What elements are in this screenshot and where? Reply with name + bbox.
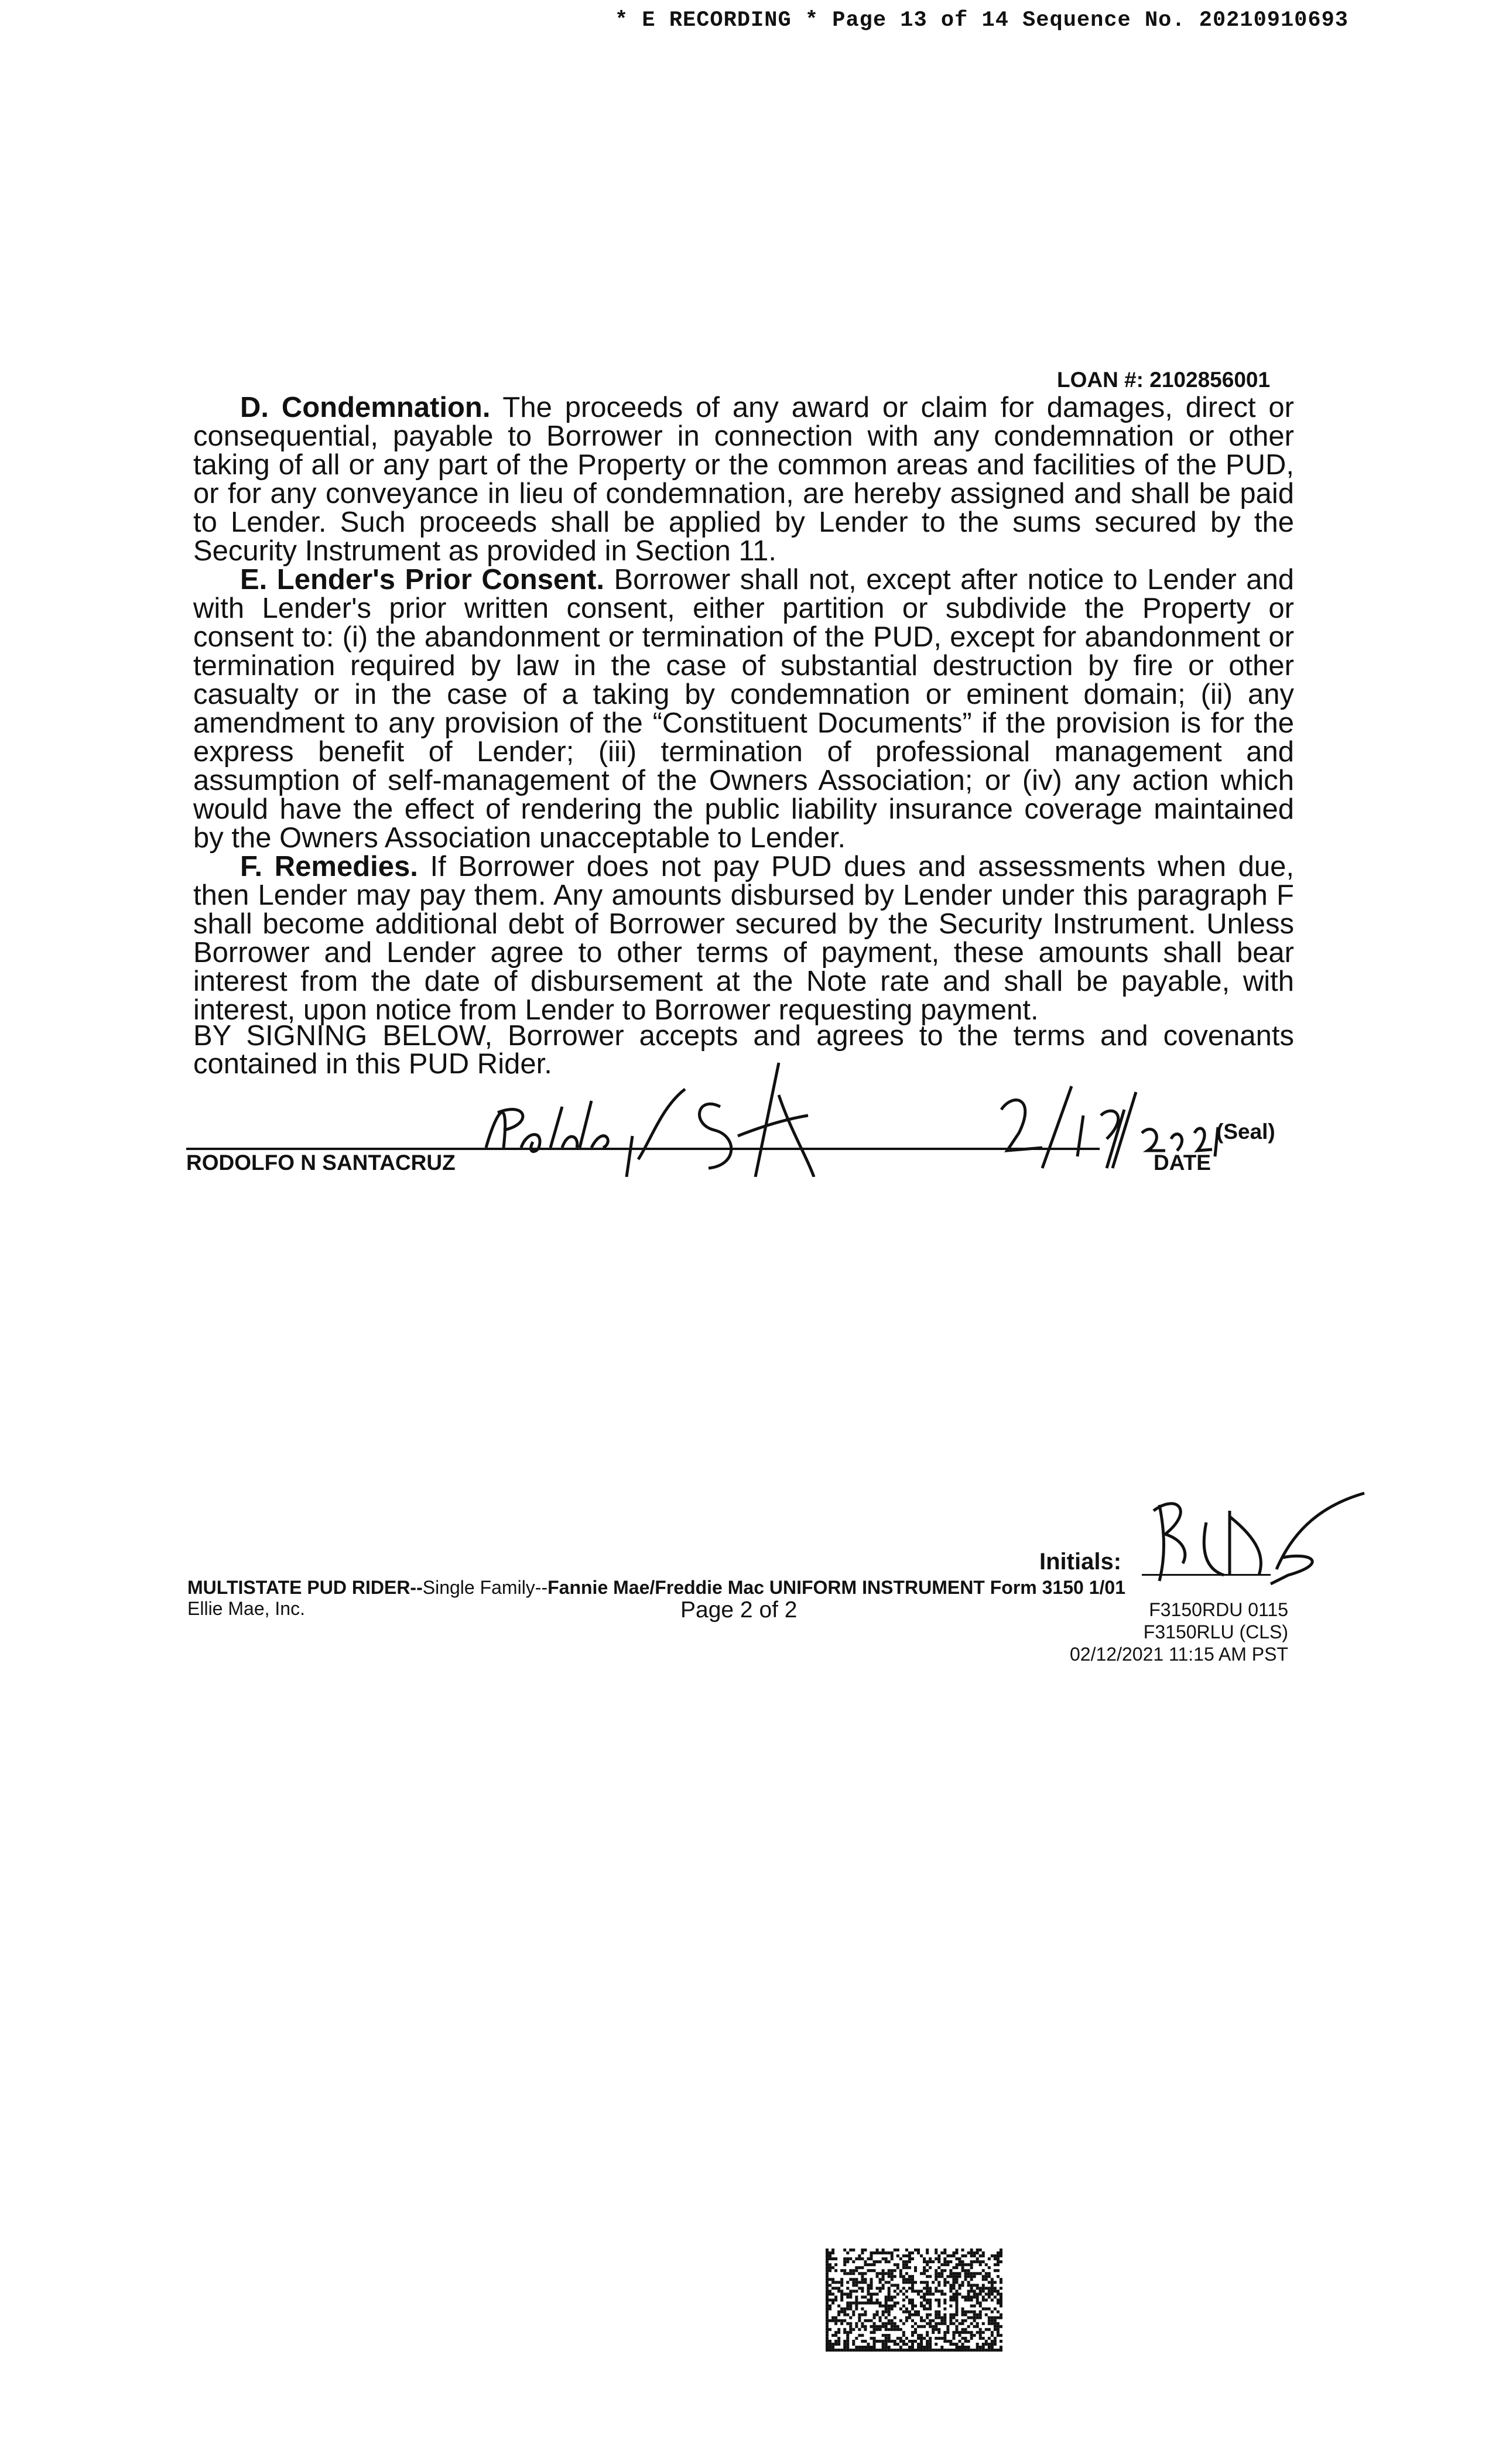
section-heading: F. Remedies. — [240, 851, 418, 882]
form-title-rest: Fannie Mae/Freddie Mac UNIFORM INSTRUMENT Form 3150 1/01 — [547, 1577, 1125, 1598]
form-title-mid: Single Family-- — [422, 1577, 548, 1598]
form-codes — [1048, 1599, 1288, 1665]
recording-header: * E RECORDING * Page 13 of 14 Sequence No. 20210910693 — [615, 8, 1349, 33]
initials-label: Initials: — [1039, 1549, 1122, 1575]
form-title — [187, 1577, 1125, 1599]
timestamp: 02/12/2021 11:15 AM PST — [1070, 1644, 1288, 1665]
barcode-image — [826, 2249, 1002, 2352]
signer-name: RODOLFO N SANTACRUZ — [186, 1151, 456, 1175]
loan-number-line — [1057, 368, 1270, 392]
form-code: F3150RDU 0115 — [1149, 1599, 1288, 1620]
section-condemnation — [193, 393, 1294, 566]
handwritten-initials — [1142, 1487, 1376, 1587]
vendor-name: Ellie Mae, Inc. — [187, 1598, 305, 1619]
form-code: F3150RLU (CLS) — [1143, 1621, 1288, 1642]
seal-label: (Seal) — [1216, 1120, 1275, 1144]
signing-statement: BY SIGNING BELOW, Borrower accepts and agrees to the terms and covenants contained in this PUD Rider. — [193, 1020, 1294, 1080]
section-text: If Borrower does not pay PUD dues and assessments when due, then Lender may pay them. Any amounts disbursed by Lender under this paragraph F shall become additional debt of Borrower secured by the Security Instrument. Unless Borrower and Lender agree to other terms of payment, these amounts shall bear interest from the date of disbursement at the Note rate and shall be payable, with interest, upon notice from Lender to Borrower requesting payment. — [193, 851, 1294, 1026]
form-title-bold: MULTISTATE PUD RIDER-- — [187, 1577, 423, 1598]
initials-line — [1142, 1574, 1271, 1576]
section-text: Borrower shall not, except after notice to Lender and with Lender's prior written consent, either partition or subdivide the Property or consent to: (i) the abandonment or termination of the PUD, except for abandonment or termination required by law in the case of substantial destruction by fire or other casualty or in the case of a taking by condemnation or eminent domain; (ii) any amendment to any provision of the “Constituent Documents” if the provision is for the express benefit of Lender; (iii) termination of professional management and assumption of self-management of the Owners Association; or (iv) any action which would have the effect of rendering the public liability insurance coverage maintained by the Owners Association unacceptable to Lender. — [193, 564, 1294, 854]
date-label: DATE — [1154, 1151, 1211, 1175]
signature-line — [186, 1148, 1100, 1150]
section-remedies — [193, 853, 1294, 1025]
loan-label: LOAN #: — [1057, 368, 1144, 392]
section-heading: E. Lender's Prior Consent. — [240, 564, 604, 596]
section-heading: D. Condemnation. — [240, 392, 491, 423]
page-number: Page 2 of 2 — [680, 1597, 798, 1623]
loan-number: 2102856001 — [1149, 368, 1271, 392]
section-text: The proceeds of any award or claim for damages, direct or consequential, payable to Borrower in connection with any condemnation or other taking of all or any part of the Property or the common areas and facilities of the PUD, or for any conveyance in lieu of condemnation, are hereby assigned and shall be paid to Lender. Such proceeds shall be applied by Lender to the sums secured by the Security Instrument as provided in Section 11. — [193, 392, 1294, 567]
rider-body — [193, 393, 1294, 1025]
section-lenders-prior-consent — [193, 566, 1294, 853]
